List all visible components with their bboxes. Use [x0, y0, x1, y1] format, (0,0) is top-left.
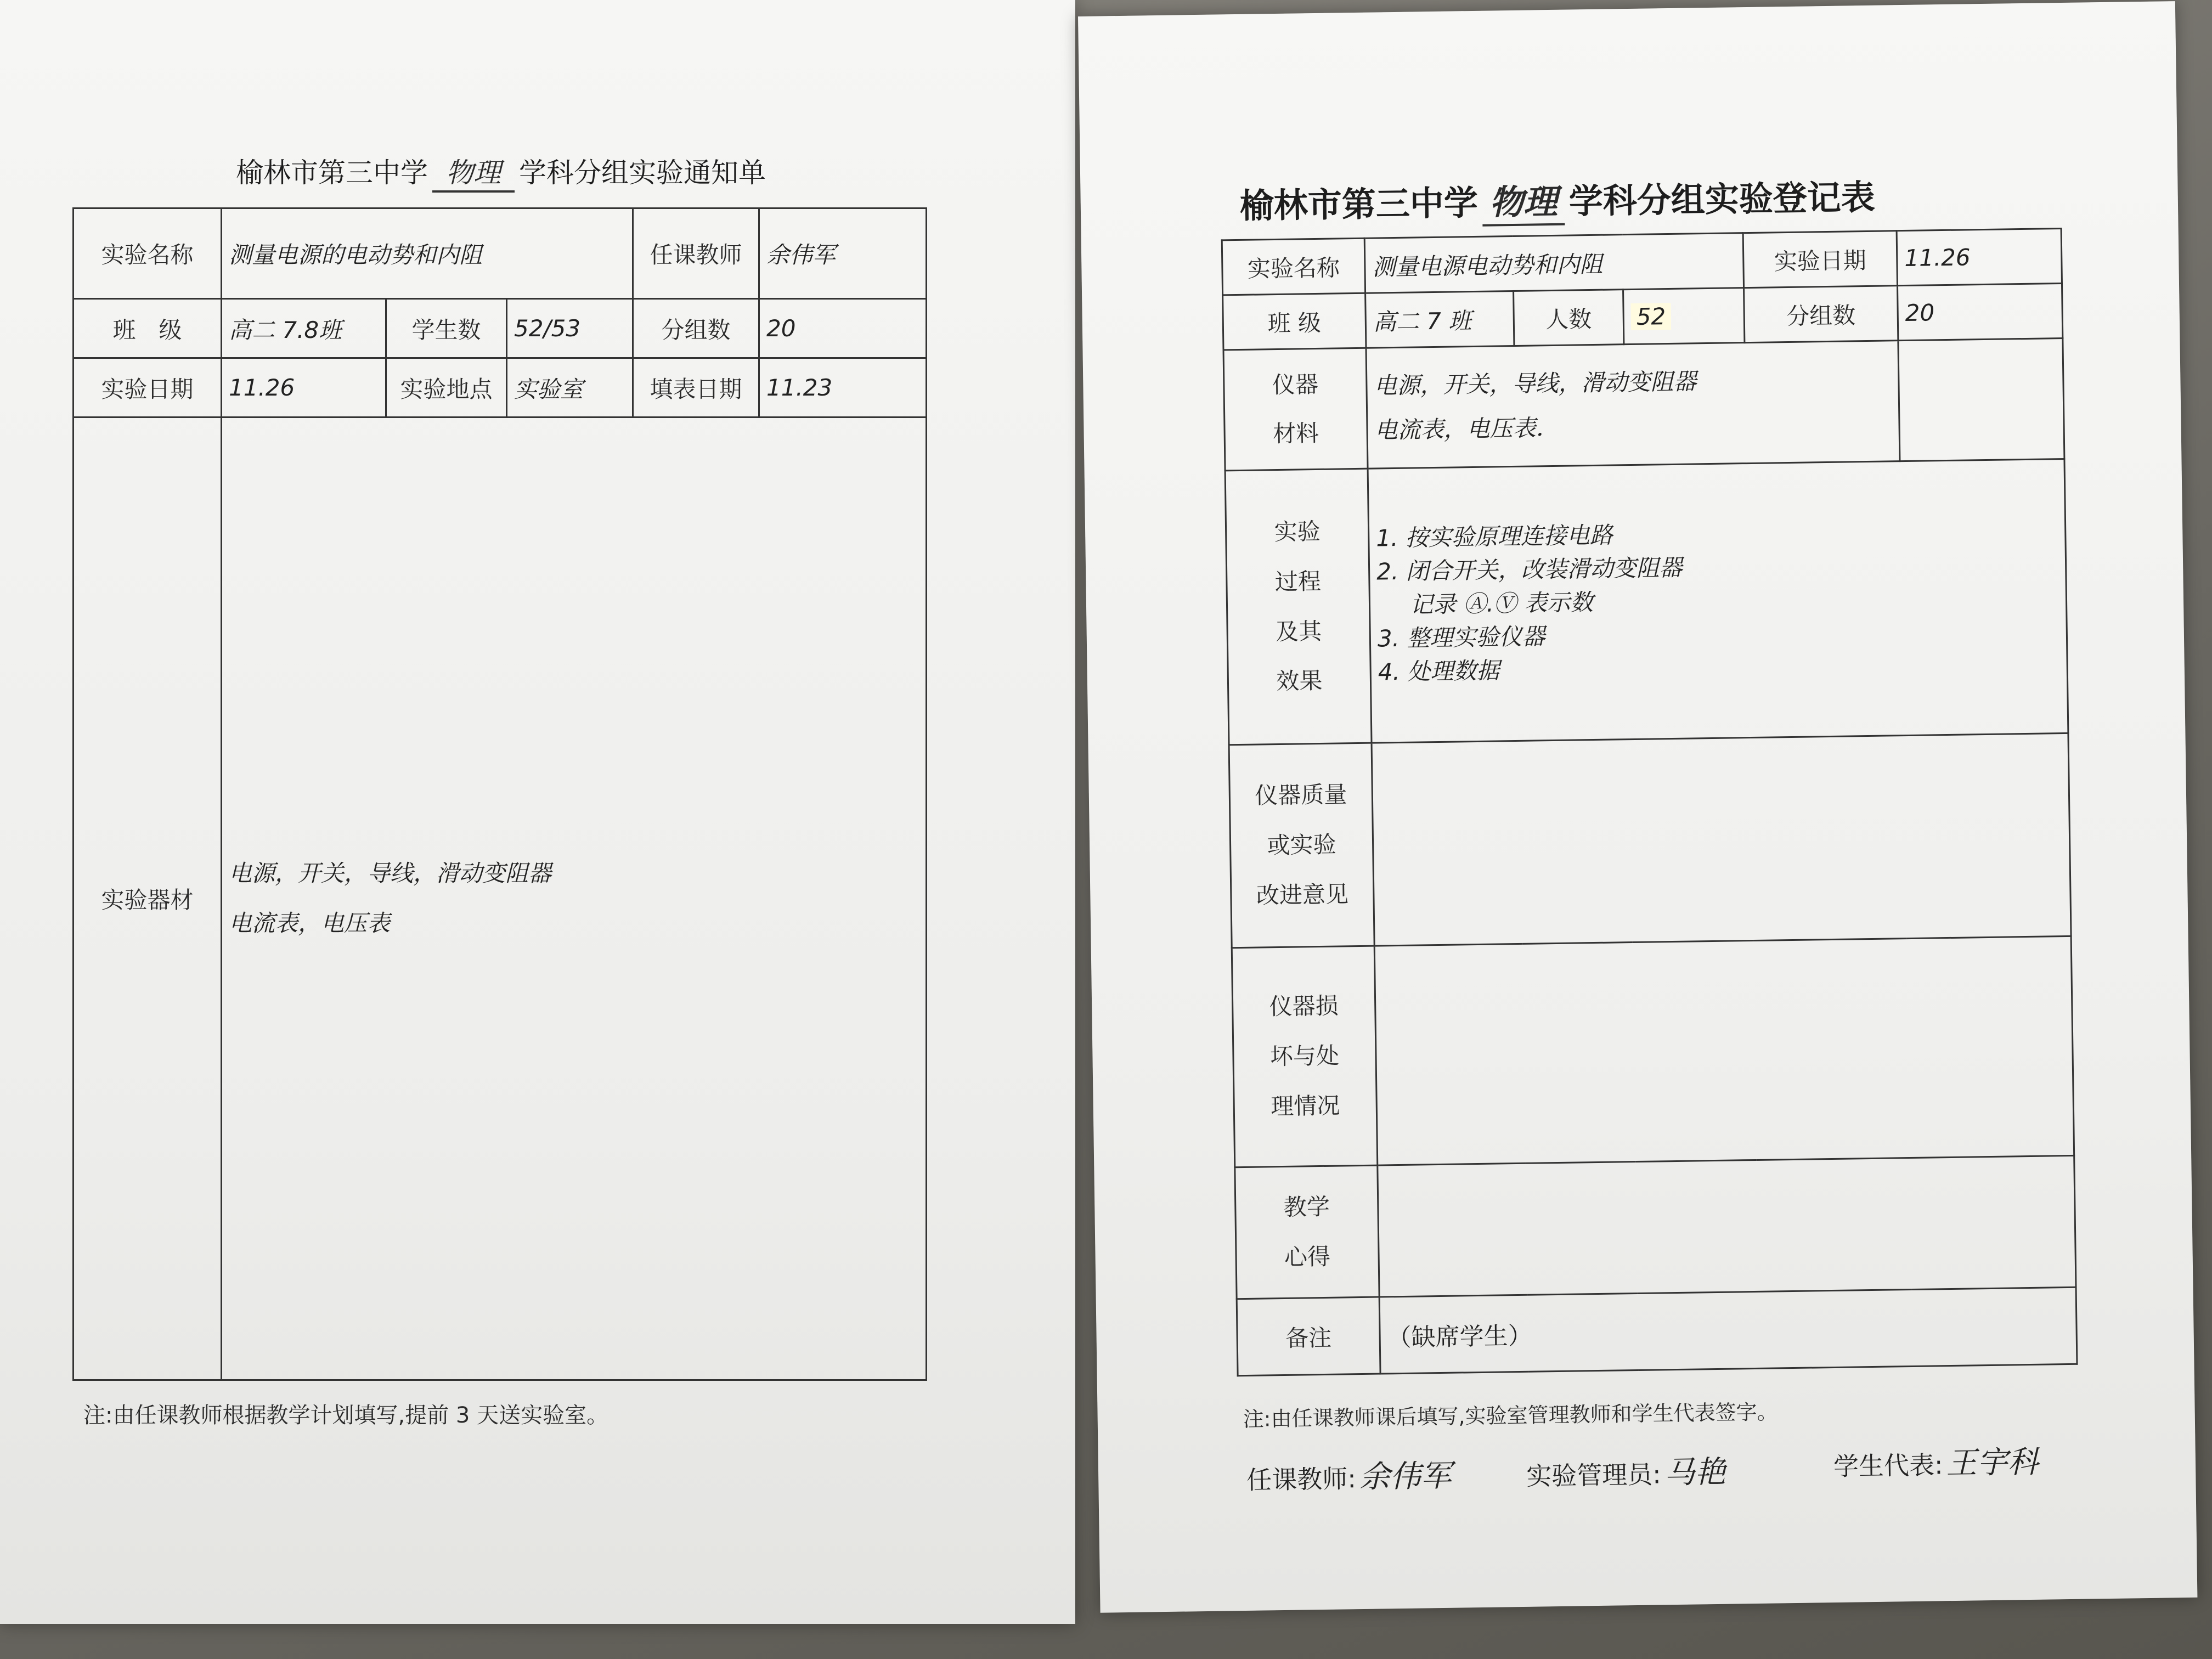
reg-instr-value: [1366, 341, 1900, 469]
register-footnote: 注:由任课教师课后填写,实验室管理教师和学生代表签字。: [1243, 1400, 1778, 1432]
notice-table: [72, 207, 927, 1381]
sign-admin: 实验管理员:马艳: [1526, 1454, 1726, 1491]
notice-row-class: [74, 299, 927, 358]
register-table: [1221, 228, 2078, 1376]
reg-remark-value: （缺席学生）: [1379, 1287, 2077, 1374]
reg-process-line-3: 记录 Ⓐ.Ⓥ 表示数: [1409, 589, 1594, 618]
class-label: 班 级: [74, 299, 222, 358]
register-title: 榆林市第三中学 物理 学科分组实验登记表: [1239, 170, 1875, 230]
reg-process-line-2: 2. 闭合开关，改装滑动变阻器: [1376, 554, 1683, 585]
register-row-process: [1225, 459, 2068, 744]
reg-exp-name-value: 测量电源电动势和内阻: [1364, 233, 1743, 294]
reg-groups-label: 分组数: [1744, 286, 1898, 343]
reg-instr-blank: [1898, 338, 2064, 461]
register-title-subject: 物理: [1482, 174, 1565, 227]
reg-instr-line-2: 电流表，电压表．: [1374, 414, 1559, 444]
notice-title: 榆林市第三中学 物理 学科分组实验通知单: [236, 151, 766, 193]
place-label: 实验地点: [386, 358, 507, 417]
register-row-instruments: [1223, 338, 2064, 470]
reg-date-label: 实验日期: [1743, 231, 1897, 288]
reg-teach-value: [1378, 1155, 2076, 1297]
reg-quality-value: [1372, 733, 2071, 946]
reg-remark-label: 备注: [1237, 1297, 1380, 1376]
place-value: 实验室: [507, 358, 633, 417]
notice-row-name: [74, 208, 927, 299]
reg-damage-value: [1374, 936, 2074, 1165]
register-row-damage: [1232, 936, 2074, 1167]
groups-value: 20: [759, 299, 927, 358]
reg-process-line-4: 3. 整理实验仪器: [1377, 623, 1545, 652]
reg-people-number: 52: [1630, 303, 1671, 330]
notice-row-equipment: [74, 417, 927, 1380]
reg-class-label: 班 级: [1223, 293, 1366, 350]
reg-people-label: 人数: [1514, 290, 1624, 346]
equipment-label: 实验器材: [74, 417, 222, 1380]
date-label: 实验日期: [74, 358, 222, 417]
students-value: 52/53: [507, 299, 633, 358]
equipment-value: [222, 417, 927, 1380]
sign-admin-value: 马艳: [1664, 1454, 1726, 1491]
reg-date-value: 11.26: [1897, 229, 2062, 286]
notice-sheet: [0, 0, 1075, 1624]
groups-label: 分组数: [633, 299, 759, 358]
sign-teacher-value: 余伟军: [1359, 1458, 1452, 1496]
equipment-line-2: 电流表，电压表: [229, 910, 391, 936]
reg-instr-line-1: 电源，开关，导线，滑动变阻器: [1374, 367, 1697, 399]
reg-damage-label: 仪器损 坏与处 理情况: [1232, 946, 1378, 1167]
equipment-line-1: 电源，开关，导线，滑动变阻器: [229, 860, 552, 887]
reg-quality-label: 仪器质量 或实验 改进意见: [1229, 743, 1374, 948]
teacher-value: 余伟军: [759, 208, 927, 299]
register-sheet: [1078, 1, 2197, 1613]
sign-student: 学生代表:王宇科: [1833, 1444, 2039, 1482]
exp-name-value: 测量电源的电动势和内阻: [222, 208, 633, 299]
reg-class-value: 高二 7 班: [1365, 291, 1514, 348]
reg-process-line-1: 1. 按实验原理连接电路: [1375, 521, 1613, 552]
reg-exp-name-label: 实验名称: [1222, 238, 1365, 295]
reg-teach-label: 教学 心得: [1235, 1165, 1379, 1299]
students-label: 学生数: [386, 299, 507, 358]
fill-date-label: 填表日期: [633, 358, 759, 417]
reg-process-label: 实验 过程 及其 效果: [1225, 469, 1372, 745]
class-value: 高二 7.8班: [222, 299, 386, 358]
sign-student-value: 王宇科: [1946, 1444, 2039, 1482]
reg-process-line-5: 4. 处理数据: [1378, 657, 1500, 686]
notice-footnote: 注:由任课教师根据教学计划填写,提前 3 天送实验室。: [83, 1403, 609, 1428]
notice-title-subject: 物理: [432, 151, 515, 193]
reg-groups-value: 20: [1898, 284, 2063, 341]
register-row-teaching: [1235, 1155, 2076, 1299]
notice-row-date: [74, 358, 927, 417]
teacher-label: 任课教师: [633, 208, 759, 299]
exp-name-label: 实验名称: [74, 208, 222, 299]
sign-teacher: 任课教师:余伟军: [1246, 1458, 1452, 1496]
register-row-remark: [1237, 1287, 2077, 1375]
reg-instr-label: 仪器 材料: [1223, 348, 1368, 471]
date-value: 11.26: [222, 358, 386, 417]
reg-people-value: [1623, 288, 1745, 345]
register-row-quality: [1229, 733, 2071, 947]
fill-date-value: 11.23: [759, 358, 927, 417]
reg-process-value: [1368, 459, 2068, 743]
